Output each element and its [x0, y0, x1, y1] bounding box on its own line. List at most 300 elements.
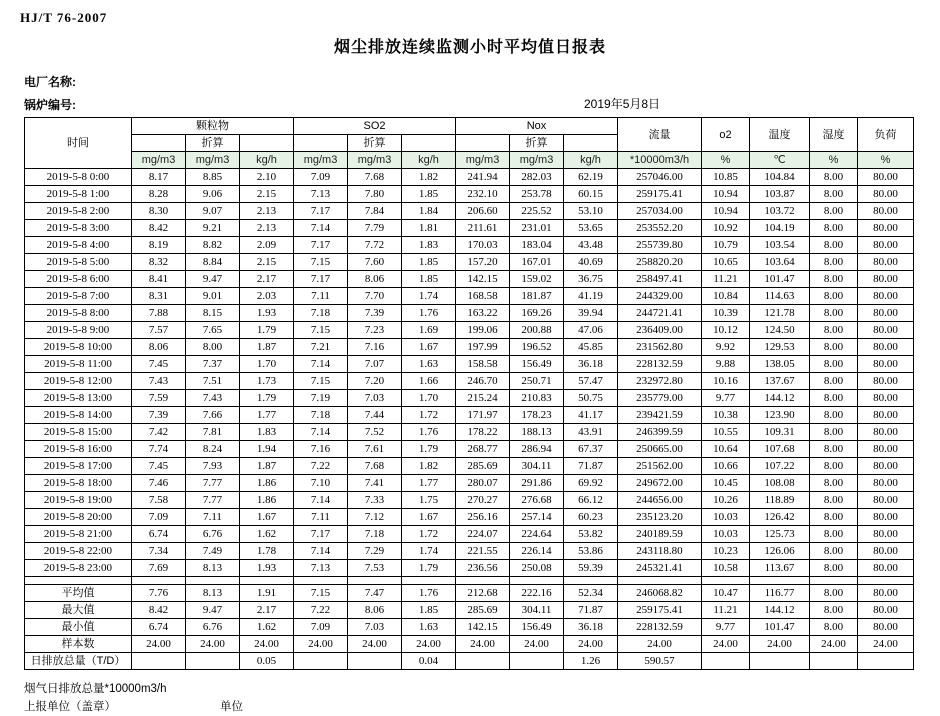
cell-value: 7.14: [294, 492, 348, 509]
cell-value: 258497.41: [618, 271, 702, 288]
table-row: [25, 288, 914, 305]
cell-value: 156.49: [510, 356, 564, 373]
summary-value: 142.15: [456, 619, 510, 636]
summary-value: 1.91: [240, 585, 294, 602]
cell-value: 7.03: [348, 390, 402, 407]
cell-value: 196.52: [510, 339, 564, 356]
daily-total-row: [25, 653, 914, 670]
cell-time: 2019-5-8 3:00: [25, 220, 132, 237]
summary-value: 6.74: [132, 619, 186, 636]
cell-value: 1.87: [240, 339, 294, 356]
summary-value: 1.63: [402, 619, 456, 636]
cell-value: 7.46: [132, 475, 186, 492]
cell-value: 8.17: [132, 169, 186, 186]
summary-value: 71.87: [564, 602, 618, 619]
cell-value: 7.43: [186, 390, 240, 407]
table-row: [25, 424, 914, 441]
cell-value: 7.10: [294, 475, 348, 492]
cell-value: 8.00: [810, 237, 858, 254]
cell-value: 123.90: [750, 407, 810, 424]
cell-value: 10.55: [702, 424, 750, 441]
table-row: [25, 458, 914, 475]
cell-value: 304.11: [510, 458, 564, 475]
cell-value: 241.94: [456, 169, 510, 186]
cell-value: 7.77: [186, 492, 240, 509]
cell-value: 53.10: [564, 203, 618, 220]
cell-value: 10.38: [702, 407, 750, 424]
cell-value: 167.01: [510, 254, 564, 271]
cell-value: 7.18: [294, 407, 348, 424]
cell-value: 53.82: [564, 526, 618, 543]
cell-value: 240189.59: [618, 526, 702, 543]
cell-value: 8.00: [810, 220, 858, 237]
cell-value: 8.00: [810, 186, 858, 203]
cell-value: 80.00: [858, 203, 914, 220]
table-row: [25, 509, 914, 526]
cell-value: 7.58: [132, 492, 186, 509]
cell-value: 47.06: [564, 322, 618, 339]
cell-value: 8.00: [186, 339, 240, 356]
cell-value: 285.69: [456, 458, 510, 475]
cell-value: 7.09: [132, 509, 186, 526]
cell-value: 235779.00: [618, 390, 702, 407]
daily-total-dust: 0.05: [240, 653, 294, 670]
cell-value: 80.00: [858, 271, 914, 288]
summary-value: 1.85: [402, 602, 456, 619]
cell-value: 9.21: [186, 220, 240, 237]
cell-value: 7.77: [186, 475, 240, 492]
cell-value: 7.79: [348, 220, 402, 237]
cell-value: 7.53: [348, 560, 402, 577]
header-row-groups: [25, 118, 914, 135]
summary-value: 246068.82: [618, 585, 702, 602]
cell-value: 7.66: [186, 407, 240, 424]
column-header-负荷: 负荷: [858, 118, 914, 152]
table-row: [25, 305, 914, 322]
summary-value: 222.16: [510, 585, 564, 602]
unit-cell-0-1: mg/m3: [186, 152, 240, 169]
summary-value: 52.34: [564, 585, 618, 602]
unit-cell-0-0: mg/m3: [132, 152, 186, 169]
cell-value: 113.67: [750, 560, 810, 577]
cell-value: 9.06: [186, 186, 240, 203]
table-row: [25, 441, 914, 458]
cell-value: 215.24: [456, 390, 510, 407]
column-header-流量: 流量: [618, 118, 702, 152]
cell-value: 1.83: [240, 424, 294, 441]
summary-value: 80.00: [858, 585, 914, 602]
summary-value: 11.21: [702, 602, 750, 619]
cell-value: 7.18: [348, 526, 402, 543]
cell-value: 7.74: [132, 441, 186, 458]
cell-value: 8.00: [810, 373, 858, 390]
cell-value: 1.79: [402, 441, 456, 458]
summary-value: 9.47: [186, 602, 240, 619]
plant-name-label: 电厂名称:: [24, 75, 76, 89]
cell-value: 60.15: [564, 186, 618, 203]
cell-value: 7.84: [348, 203, 402, 220]
cell-value: 7.60: [348, 254, 402, 271]
summary-value: 101.47: [750, 619, 810, 636]
summary-value: 24.00: [750, 636, 810, 653]
cell-value: 169.26: [510, 305, 564, 322]
table-row: [25, 322, 914, 339]
cell-value: 7.43: [132, 373, 186, 390]
footer-line-1: 烟气日排放总量*10000m3/h: [24, 683, 167, 695]
cell-value: 80.00: [858, 560, 914, 577]
cell-value: 246.70: [456, 373, 510, 390]
unit-cell-load: %: [858, 152, 914, 169]
cell-value: 8.28: [132, 186, 186, 203]
cell-value: 250.71: [510, 373, 564, 390]
summary-value: 7.47: [348, 585, 402, 602]
cell-value: 168.58: [456, 288, 510, 305]
cell-value: 10.94: [702, 203, 750, 220]
cell-value: 1.70: [402, 390, 456, 407]
summary-value: 228132.59: [618, 619, 702, 636]
cell-value: 8.00: [810, 322, 858, 339]
summary-value: 24.00: [240, 636, 294, 653]
cell-value: 1.85: [402, 186, 456, 203]
cell-value: 8.00: [810, 560, 858, 577]
cell-value: 7.44: [348, 407, 402, 424]
cell-value: 206.60: [456, 203, 510, 220]
cell-value: 67.37: [564, 441, 618, 458]
cell-value: 7.11: [294, 509, 348, 526]
report-date: 2019年5月8日: [584, 97, 661, 111]
cell-value: 1.83: [402, 237, 456, 254]
cell-value: 7.52: [348, 424, 402, 441]
sub-header-blank2-2: [564, 135, 618, 152]
cell-value: 10.39: [702, 305, 750, 322]
cell-value: 1.87: [240, 458, 294, 475]
summary-value: 259175.41: [618, 602, 702, 619]
header-row-units: [25, 152, 914, 169]
summary-value: 6.76: [186, 619, 240, 636]
cell-value: 1.77: [402, 475, 456, 492]
unit-cell-flow: *10000m3/h: [618, 152, 702, 169]
cell-value: 142.15: [456, 271, 510, 288]
cell-value: 256.16: [456, 509, 510, 526]
cell-value: 8.41: [132, 271, 186, 288]
cell-value: 1.93: [240, 305, 294, 322]
cell-value: 245321.41: [618, 560, 702, 577]
daily-total-blank: [810, 653, 858, 670]
group-header-1: SO2: [294, 118, 456, 135]
cell-value: 7.72: [348, 237, 402, 254]
table-row: [25, 373, 914, 390]
cell-value: 7.70: [348, 288, 402, 305]
cell-value: 2.10: [240, 169, 294, 186]
summary-value: 144.12: [750, 602, 810, 619]
cell-value: 108.08: [750, 475, 810, 492]
summary-value: 7.09: [294, 619, 348, 636]
cell-value: 7.14: [294, 356, 348, 373]
cell-value: 10.85: [702, 169, 750, 186]
page-title: 烟尘排放连续监测小时平均值日报表: [333, 39, 606, 56]
daily-total-blank: [132, 653, 186, 670]
cell-value: 7.07: [348, 356, 402, 373]
cell-value: 8.00: [810, 254, 858, 271]
table-row: [25, 492, 914, 509]
cell-value: 239421.59: [618, 407, 702, 424]
cell-value: 9.01: [186, 288, 240, 305]
cell-value: 40.69: [564, 254, 618, 271]
cell-value: 7.14: [294, 424, 348, 441]
cell-value: 10.92: [702, 220, 750, 237]
cell-value: 7.69: [132, 560, 186, 577]
cell-value: 126.42: [750, 509, 810, 526]
cell-value: 10.12: [702, 322, 750, 339]
cell-value: 43.48: [564, 237, 618, 254]
cell-value: 163.22: [456, 305, 510, 322]
summary-value: 24.00: [618, 636, 702, 653]
cell-value: 1.76: [402, 305, 456, 322]
cell-value: 1.73: [240, 373, 294, 390]
sub-header-blank-1: [294, 135, 348, 152]
cell-value: 7.12: [348, 509, 402, 526]
cell-value: 10.58: [702, 560, 750, 577]
cell-value: 244656.00: [618, 492, 702, 509]
summary-value: 24.00: [402, 636, 456, 653]
cell-value: 80.00: [858, 509, 914, 526]
cell-value: 8.32: [132, 254, 186, 271]
cell-value: 8.30: [132, 203, 186, 220]
cell-value: 8.19: [132, 237, 186, 254]
summary-value: 8.00: [810, 619, 858, 636]
cell-time: 2019-5-8 10:00: [25, 339, 132, 356]
footer-line-2: 上报单位（盖章）: [24, 701, 116, 713]
daily-total-label: 日排放总量（T/D）: [25, 653, 132, 670]
cell-value: 6.74: [132, 526, 186, 543]
cell-value: 7.20: [348, 373, 402, 390]
cell-value: 200.88: [510, 322, 564, 339]
daily-total-blank: [348, 653, 402, 670]
summary-value: 1.62: [240, 619, 294, 636]
cell-time: 2019-5-8 5:00: [25, 254, 132, 271]
cell-value: 59.39: [564, 560, 618, 577]
cell-value: 109.31: [750, 424, 810, 441]
cell-value: 178.23: [510, 407, 564, 424]
cell-value: 1.67: [402, 339, 456, 356]
cell-value: 39.94: [564, 305, 618, 322]
summary-value: 10.47: [702, 585, 750, 602]
cell-value: 7.42: [132, 424, 186, 441]
cell-value: 8.00: [810, 305, 858, 322]
cell-value: 1.67: [402, 509, 456, 526]
cell-value: 1.79: [240, 322, 294, 339]
summary-value: 24.00: [186, 636, 240, 653]
cell-value: 45.85: [564, 339, 618, 356]
summary-value: 8.06: [348, 602, 402, 619]
cell-value: 8.00: [810, 407, 858, 424]
cell-value: 7.51: [186, 373, 240, 390]
cell-value: 11.21: [702, 271, 750, 288]
cell-value: 8.00: [810, 543, 858, 560]
cell-value: 1.79: [240, 390, 294, 407]
cell-value: 103.64: [750, 254, 810, 271]
cell-time: 2019-5-8 16:00: [25, 441, 132, 458]
cell-value: 1.86: [240, 475, 294, 492]
cell-value: 2.13: [240, 220, 294, 237]
cell-value: 9.88: [702, 356, 750, 373]
cell-value: 138.05: [750, 356, 810, 373]
cell-value: 80.00: [858, 339, 914, 356]
table-row: [25, 560, 914, 577]
cell-value: 107.22: [750, 458, 810, 475]
cell-value: 80.00: [858, 492, 914, 509]
cell-value: 69.92: [564, 475, 618, 492]
cell-value: 9.47: [186, 271, 240, 288]
cell-value: 2.15: [240, 186, 294, 203]
summary-label: 最小值: [25, 619, 132, 636]
cell-time: 2019-5-8 6:00: [25, 271, 132, 288]
cell-value: 6.76: [186, 526, 240, 543]
cell-value: 10.65: [702, 254, 750, 271]
cell-value: 7.16: [348, 339, 402, 356]
cell-value: 80.00: [858, 356, 914, 373]
cell-time: 2019-5-8 1:00: [25, 186, 132, 203]
cell-value: 80.00: [858, 407, 914, 424]
cell-value: 80.00: [858, 441, 914, 458]
table-row: [25, 203, 914, 220]
daily-total-nox: 1.26: [564, 653, 618, 670]
cell-value: 257034.00: [618, 203, 702, 220]
cell-value: 2.15: [240, 254, 294, 271]
summary-value: 24.00: [702, 636, 750, 653]
cell-value: 50.75: [564, 390, 618, 407]
cell-value: 8.00: [810, 424, 858, 441]
table-row: [25, 220, 914, 237]
cell-value: 8.00: [810, 509, 858, 526]
cell-value: 1.66: [402, 373, 456, 390]
cell-value: 235123.20: [618, 509, 702, 526]
summary-value: 8.00: [810, 602, 858, 619]
table-row: [25, 390, 914, 407]
cell-value: 221.55: [456, 543, 510, 560]
cell-value: 7.15: [294, 322, 348, 339]
footer-unit-label: 单位: [220, 701, 243, 713]
cell-value: 7.39: [348, 305, 402, 322]
cell-value: 80.00: [858, 390, 914, 407]
cell-value: 80.00: [858, 322, 914, 339]
cell-value: 7.57: [132, 322, 186, 339]
cell-value: 103.87: [750, 186, 810, 203]
table-row: [25, 543, 914, 560]
cell-value: 1.77: [240, 407, 294, 424]
summary-value: 80.00: [858, 602, 914, 619]
cell-value: 2.13: [240, 203, 294, 220]
summary-value: 285.69: [456, 602, 510, 619]
cell-value: 253552.20: [618, 220, 702, 237]
cell-value: 41.19: [564, 288, 618, 305]
cell-value: 1.74: [402, 543, 456, 560]
cell-value: 250.08: [510, 560, 564, 577]
cell-time: 2019-5-8 19:00: [25, 492, 132, 509]
cell-value: 228132.59: [618, 356, 702, 373]
cell-value: 124.50: [750, 322, 810, 339]
cell-time: 2019-5-8 21:00: [25, 526, 132, 543]
cell-value: 8.15: [186, 305, 240, 322]
cell-value: 7.17: [294, 203, 348, 220]
sub-header-converted-0: 折算: [186, 135, 240, 152]
cell-value: 257046.00: [618, 169, 702, 186]
summary-row: [25, 602, 914, 619]
cell-value: 10.03: [702, 526, 750, 543]
unit-cell-1-1: mg/m3: [348, 152, 402, 169]
cell-value: 1.62: [240, 526, 294, 543]
cell-value: 232972.80: [618, 373, 702, 390]
cell-value: 10.23: [702, 543, 750, 560]
summary-value: 24.00: [132, 636, 186, 653]
cell-value: 101.47: [750, 271, 810, 288]
cell-value: 1.79: [402, 560, 456, 577]
cell-time: 2019-5-8 13:00: [25, 390, 132, 407]
summary-row: [25, 585, 914, 602]
cell-value: 129.53: [750, 339, 810, 356]
cell-value: 1.76: [402, 424, 456, 441]
cell-value: 231.01: [510, 220, 564, 237]
cell-value: 1.72: [402, 407, 456, 424]
cell-value: 53.65: [564, 220, 618, 237]
summary-value: 24.00: [510, 636, 564, 653]
cell-value: 280.07: [456, 475, 510, 492]
cell-value: 8.00: [810, 271, 858, 288]
cell-value: 250665.00: [618, 441, 702, 458]
report-meta: [24, 73, 928, 115]
cell-value: 244329.00: [618, 288, 702, 305]
cell-value: 1.81: [402, 220, 456, 237]
cell-time: 2019-5-8 8:00: [25, 305, 132, 322]
cell-value: 246399.59: [618, 424, 702, 441]
cell-time: 2019-5-8 14:00: [25, 407, 132, 424]
cell-value: 7.21: [294, 339, 348, 356]
cell-value: 1.82: [402, 458, 456, 475]
cell-value: 104.19: [750, 220, 810, 237]
cell-value: 268.77: [456, 441, 510, 458]
cell-time: 2019-5-8 17:00: [25, 458, 132, 475]
unit-cell-2-0: mg/m3: [456, 152, 510, 169]
cell-value: 7.65: [186, 322, 240, 339]
table-row: [25, 186, 914, 203]
daily-total-blank: [456, 653, 510, 670]
summary-value: 304.11: [510, 602, 564, 619]
cell-value: 104.84: [750, 169, 810, 186]
cell-value: 1.85: [402, 254, 456, 271]
cell-time: 2019-5-8 0:00: [25, 169, 132, 186]
cell-value: 1.86: [240, 492, 294, 509]
cell-value: 1.69: [402, 322, 456, 339]
cell-time: 2019-5-8 7:00: [25, 288, 132, 305]
cell-value: 10.26: [702, 492, 750, 509]
cell-value: 158.58: [456, 356, 510, 373]
summary-value: 212.68: [456, 585, 510, 602]
daily-total-so2: 0.04: [402, 653, 456, 670]
cell-value: 257.14: [510, 509, 564, 526]
summary-value: 24.00: [294, 636, 348, 653]
summary-value: 8.13: [186, 585, 240, 602]
cell-value: 8.31: [132, 288, 186, 305]
sub-header-converted-1: 折算: [348, 135, 402, 152]
cell-value: 60.23: [564, 509, 618, 526]
daily-total-blank: [186, 653, 240, 670]
cell-value: 1.84: [402, 203, 456, 220]
table-row: [25, 237, 914, 254]
cell-value: 7.14: [294, 220, 348, 237]
cell-value: 251562.00: [618, 458, 702, 475]
cell-value: 157.20: [456, 254, 510, 271]
cell-value: 159.02: [510, 271, 564, 288]
